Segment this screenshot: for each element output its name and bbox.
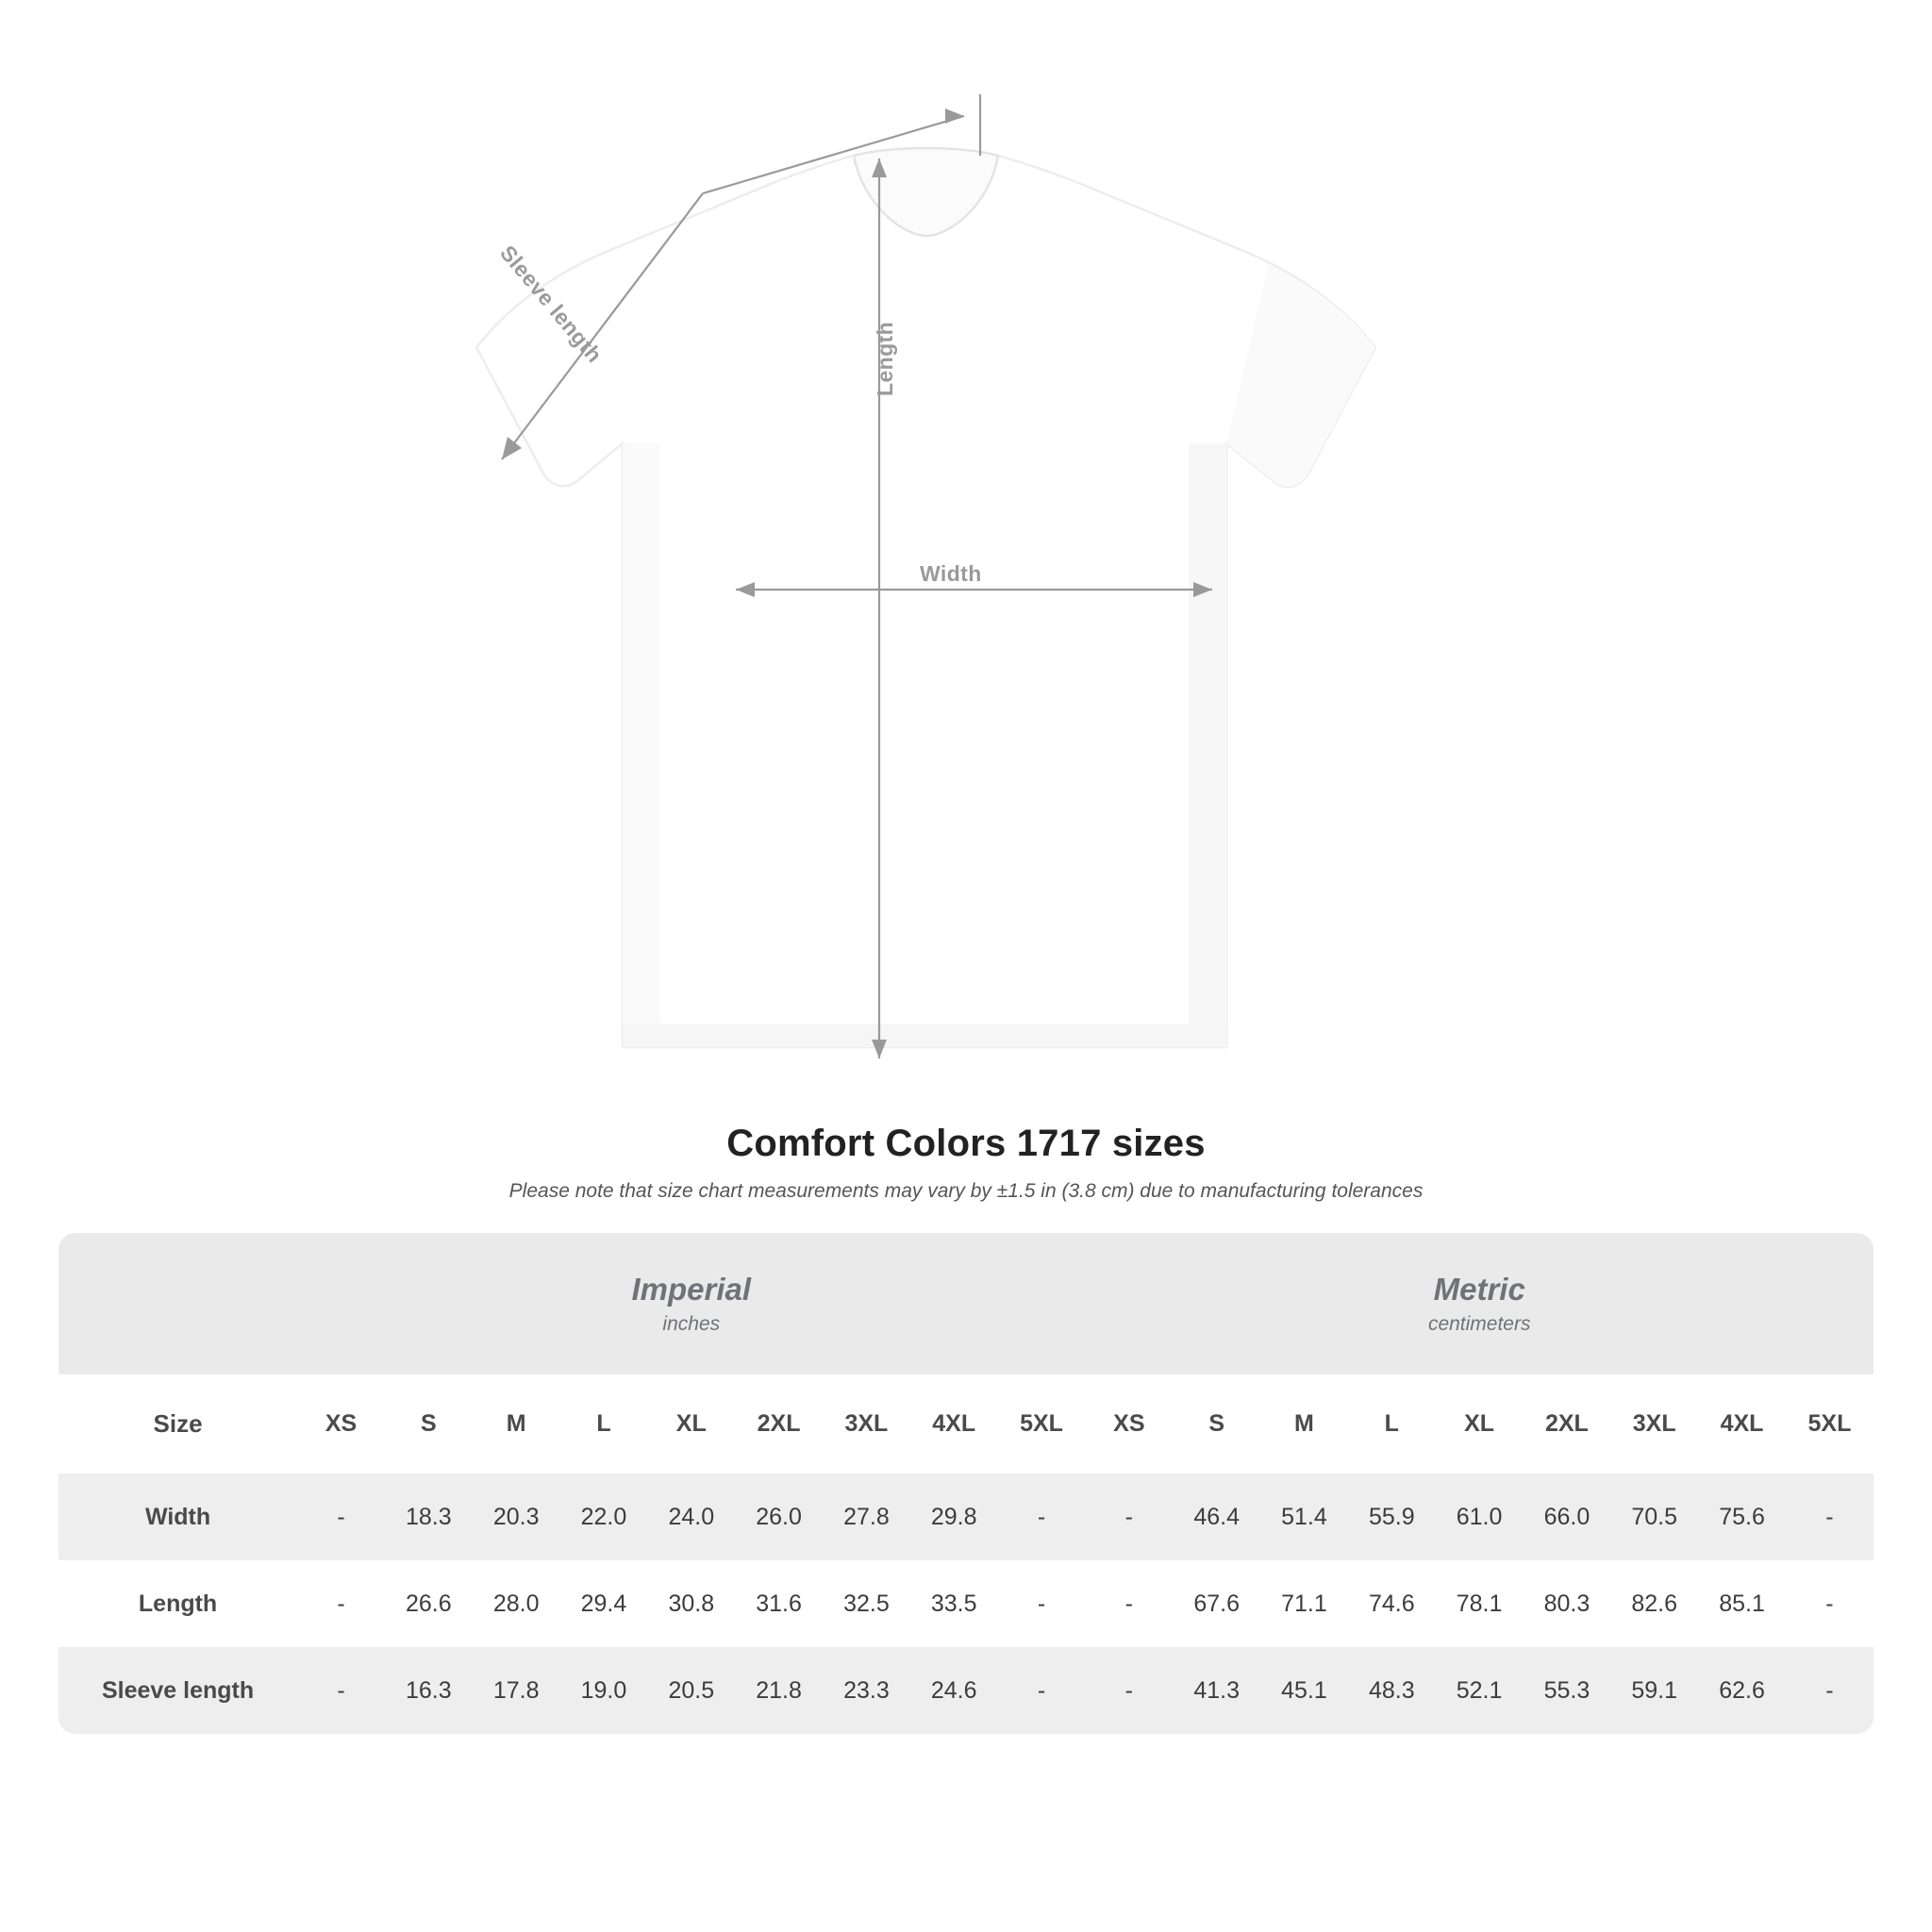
page-title: Comfort Colors 1717 sizes	[726, 1123, 1206, 1164]
table-row	[58, 1647, 1874, 1734]
cell-width-metric-4xl: 75.6	[1698, 1474, 1786, 1560]
cell-length-metric-5xl: -	[1786, 1560, 1874, 1647]
length-dimension-label: Length	[873, 321, 897, 396]
cell-length-metric-xl: 78.1	[1436, 1560, 1524, 1647]
size-header-imperial-4xl: 4XL	[910, 1374, 998, 1474]
table-row	[58, 1560, 1874, 1647]
size-header-row	[58, 1374, 1874, 1474]
size-header-metric-3xl: 3XL	[1610, 1374, 1698, 1474]
size-header-metric-s: S	[1173, 1374, 1260, 1474]
cell-width-metric-2xl: 66.0	[1524, 1474, 1611, 1560]
cell-sleeve-imperial-m: 17.8	[473, 1647, 560, 1734]
width-dimension-label: Width	[920, 561, 982, 586]
size-header-metric-4xl: 4XL	[1698, 1374, 1786, 1474]
size-header-metric-xl: XL	[1436, 1374, 1524, 1474]
cell-sleeve-metric-xs: -	[1085, 1647, 1173, 1734]
size-header-label: Size	[58, 1374, 297, 1474]
cell-length-imperial-m: 28.0	[473, 1560, 560, 1647]
cell-width-imperial-4xl: 29.8	[910, 1474, 998, 1560]
cell-width-metric-5xl: -	[1786, 1474, 1874, 1560]
cell-length-metric-l: 74.6	[1348, 1560, 1436, 1647]
cell-width-metric-xl: 61.0	[1436, 1474, 1524, 1560]
cell-width-metric-3xl: 70.5	[1610, 1474, 1698, 1560]
cell-length-metric-4xl: 85.1	[1698, 1560, 1786, 1647]
size-table	[58, 1233, 1874, 1734]
cell-length-metric-xs: -	[1085, 1560, 1173, 1647]
cell-length-imperial-3xl: 32.5	[823, 1560, 910, 1647]
cell-sleeve-metric-xl: 52.1	[1436, 1647, 1524, 1734]
cell-length-imperial-xl: 30.8	[647, 1560, 735, 1647]
cell-length-imperial-2xl: 31.6	[735, 1560, 823, 1647]
cell-sleeve-metric-4xl: 62.6	[1698, 1647, 1786, 1734]
cell-sleeve-imperial-2xl: 21.8	[735, 1647, 823, 1734]
size-header-imperial-m: M	[473, 1374, 560, 1474]
cell-sleeve-metric-s: 41.3	[1173, 1647, 1260, 1734]
cell-width-imperial-3xl: 27.8	[823, 1474, 910, 1560]
row-label-width: Width	[58, 1474, 297, 1560]
unit-name-metric: Metric	[1433, 1272, 1525, 1307]
cell-sleeve-metric-l: 48.3	[1348, 1647, 1436, 1734]
unit-header-row	[58, 1233, 1874, 1374]
cell-width-metric-l: 55.9	[1348, 1474, 1436, 1560]
cell-sleeve-metric-2xl: 55.3	[1524, 1647, 1611, 1734]
size-table-wrapper	[58, 1233, 1874, 1734]
cell-sleeve-imperial-s: 16.3	[385, 1647, 473, 1734]
cell-sleeve-imperial-l: 19.0	[560, 1647, 648, 1734]
size-header-imperial-l: L	[560, 1374, 648, 1474]
size-header-imperial-xs: XS	[297, 1374, 385, 1474]
size-header-metric-xs: XS	[1085, 1374, 1173, 1474]
cell-length-metric-s: 67.6	[1173, 1560, 1260, 1647]
size-header-metric-5xl: 5XL	[1786, 1374, 1874, 1474]
size-header-imperial-xl: XL	[647, 1374, 735, 1474]
cell-width-imperial-xl: 24.0	[647, 1474, 735, 1560]
cell-sleeve-metric-m: 45.1	[1260, 1647, 1348, 1734]
cell-length-metric-2xl: 80.3	[1524, 1560, 1611, 1647]
cell-length-metric-3xl: 82.6	[1610, 1560, 1698, 1647]
row-label-length: Length	[58, 1560, 297, 1647]
cell-width-metric-xs: -	[1085, 1474, 1173, 1560]
cell-sleeve-metric-5xl: -	[1786, 1647, 1874, 1734]
row-label-sleeve-length: Sleeve length	[58, 1647, 297, 1734]
cell-sleeve-imperial-xs: -	[297, 1647, 385, 1734]
size-header-imperial-2xl: 2XL	[735, 1374, 823, 1474]
cell-sleeve-metric-3xl: 59.1	[1610, 1647, 1698, 1734]
cell-width-imperial-s: 18.3	[385, 1474, 473, 1560]
tshirt-shape	[476, 148, 1375, 1047]
unit-name-imperial: Imperial	[631, 1272, 752, 1307]
cell-width-imperial-l: 22.0	[560, 1474, 648, 1560]
size-header-metric-2xl: 2XL	[1524, 1374, 1611, 1474]
cell-length-imperial-s: 26.6	[385, 1560, 473, 1647]
cell-length-imperial-5xl: -	[998, 1560, 1086, 1647]
cell-sleeve-imperial-5xl: -	[998, 1647, 1086, 1734]
size-header-imperial-3xl: 3XL	[823, 1374, 910, 1474]
size-header-imperial-s: S	[385, 1374, 473, 1474]
size-header-metric-m: M	[1260, 1374, 1348, 1474]
cell-width-imperial-5xl: -	[998, 1474, 1086, 1560]
cell-sleeve-imperial-4xl: 24.6	[910, 1647, 998, 1734]
cell-width-imperial-xs: -	[297, 1474, 385, 1560]
sleeve-length-dimension-label: Sleeve length	[495, 241, 608, 368]
cell-width-imperial-m: 20.3	[473, 1474, 560, 1560]
cell-length-imperial-xs: -	[297, 1560, 385, 1647]
size-header-metric-l: L	[1348, 1374, 1436, 1474]
table-row	[58, 1474, 1874, 1560]
cell-length-imperial-l: 29.4	[560, 1560, 648, 1647]
cell-sleeve-imperial-xl: 20.5	[647, 1647, 735, 1734]
cell-width-metric-m: 51.4	[1260, 1474, 1348, 1560]
unit-sub-metric: centimeters	[1427, 1313, 1531, 1335]
cell-length-imperial-4xl: 33.5	[910, 1560, 998, 1647]
unit-header-imperial	[297, 1233, 1085, 1374]
unit-header-metric	[1085, 1233, 1874, 1374]
unit-header-spacer	[58, 1233, 297, 1374]
cell-sleeve-imperial-3xl: 23.3	[823, 1647, 910, 1734]
cell-width-imperial-2xl: 26.0	[735, 1474, 823, 1560]
tolerance-note: Please note that size chart measurements may vary by ±1.5 in (3.8 cm) due to manufacturing tolerances	[508, 1180, 1424, 1202]
title-block	[0, 1123, 1932, 1203]
cell-width-metric-s: 46.4	[1173, 1474, 1260, 1560]
unit-sub-imperial: inches	[662, 1313, 721, 1335]
cell-length-metric-m: 71.1	[1260, 1560, 1348, 1647]
size-header-imperial-5xl: 5XL	[998, 1374, 1086, 1474]
